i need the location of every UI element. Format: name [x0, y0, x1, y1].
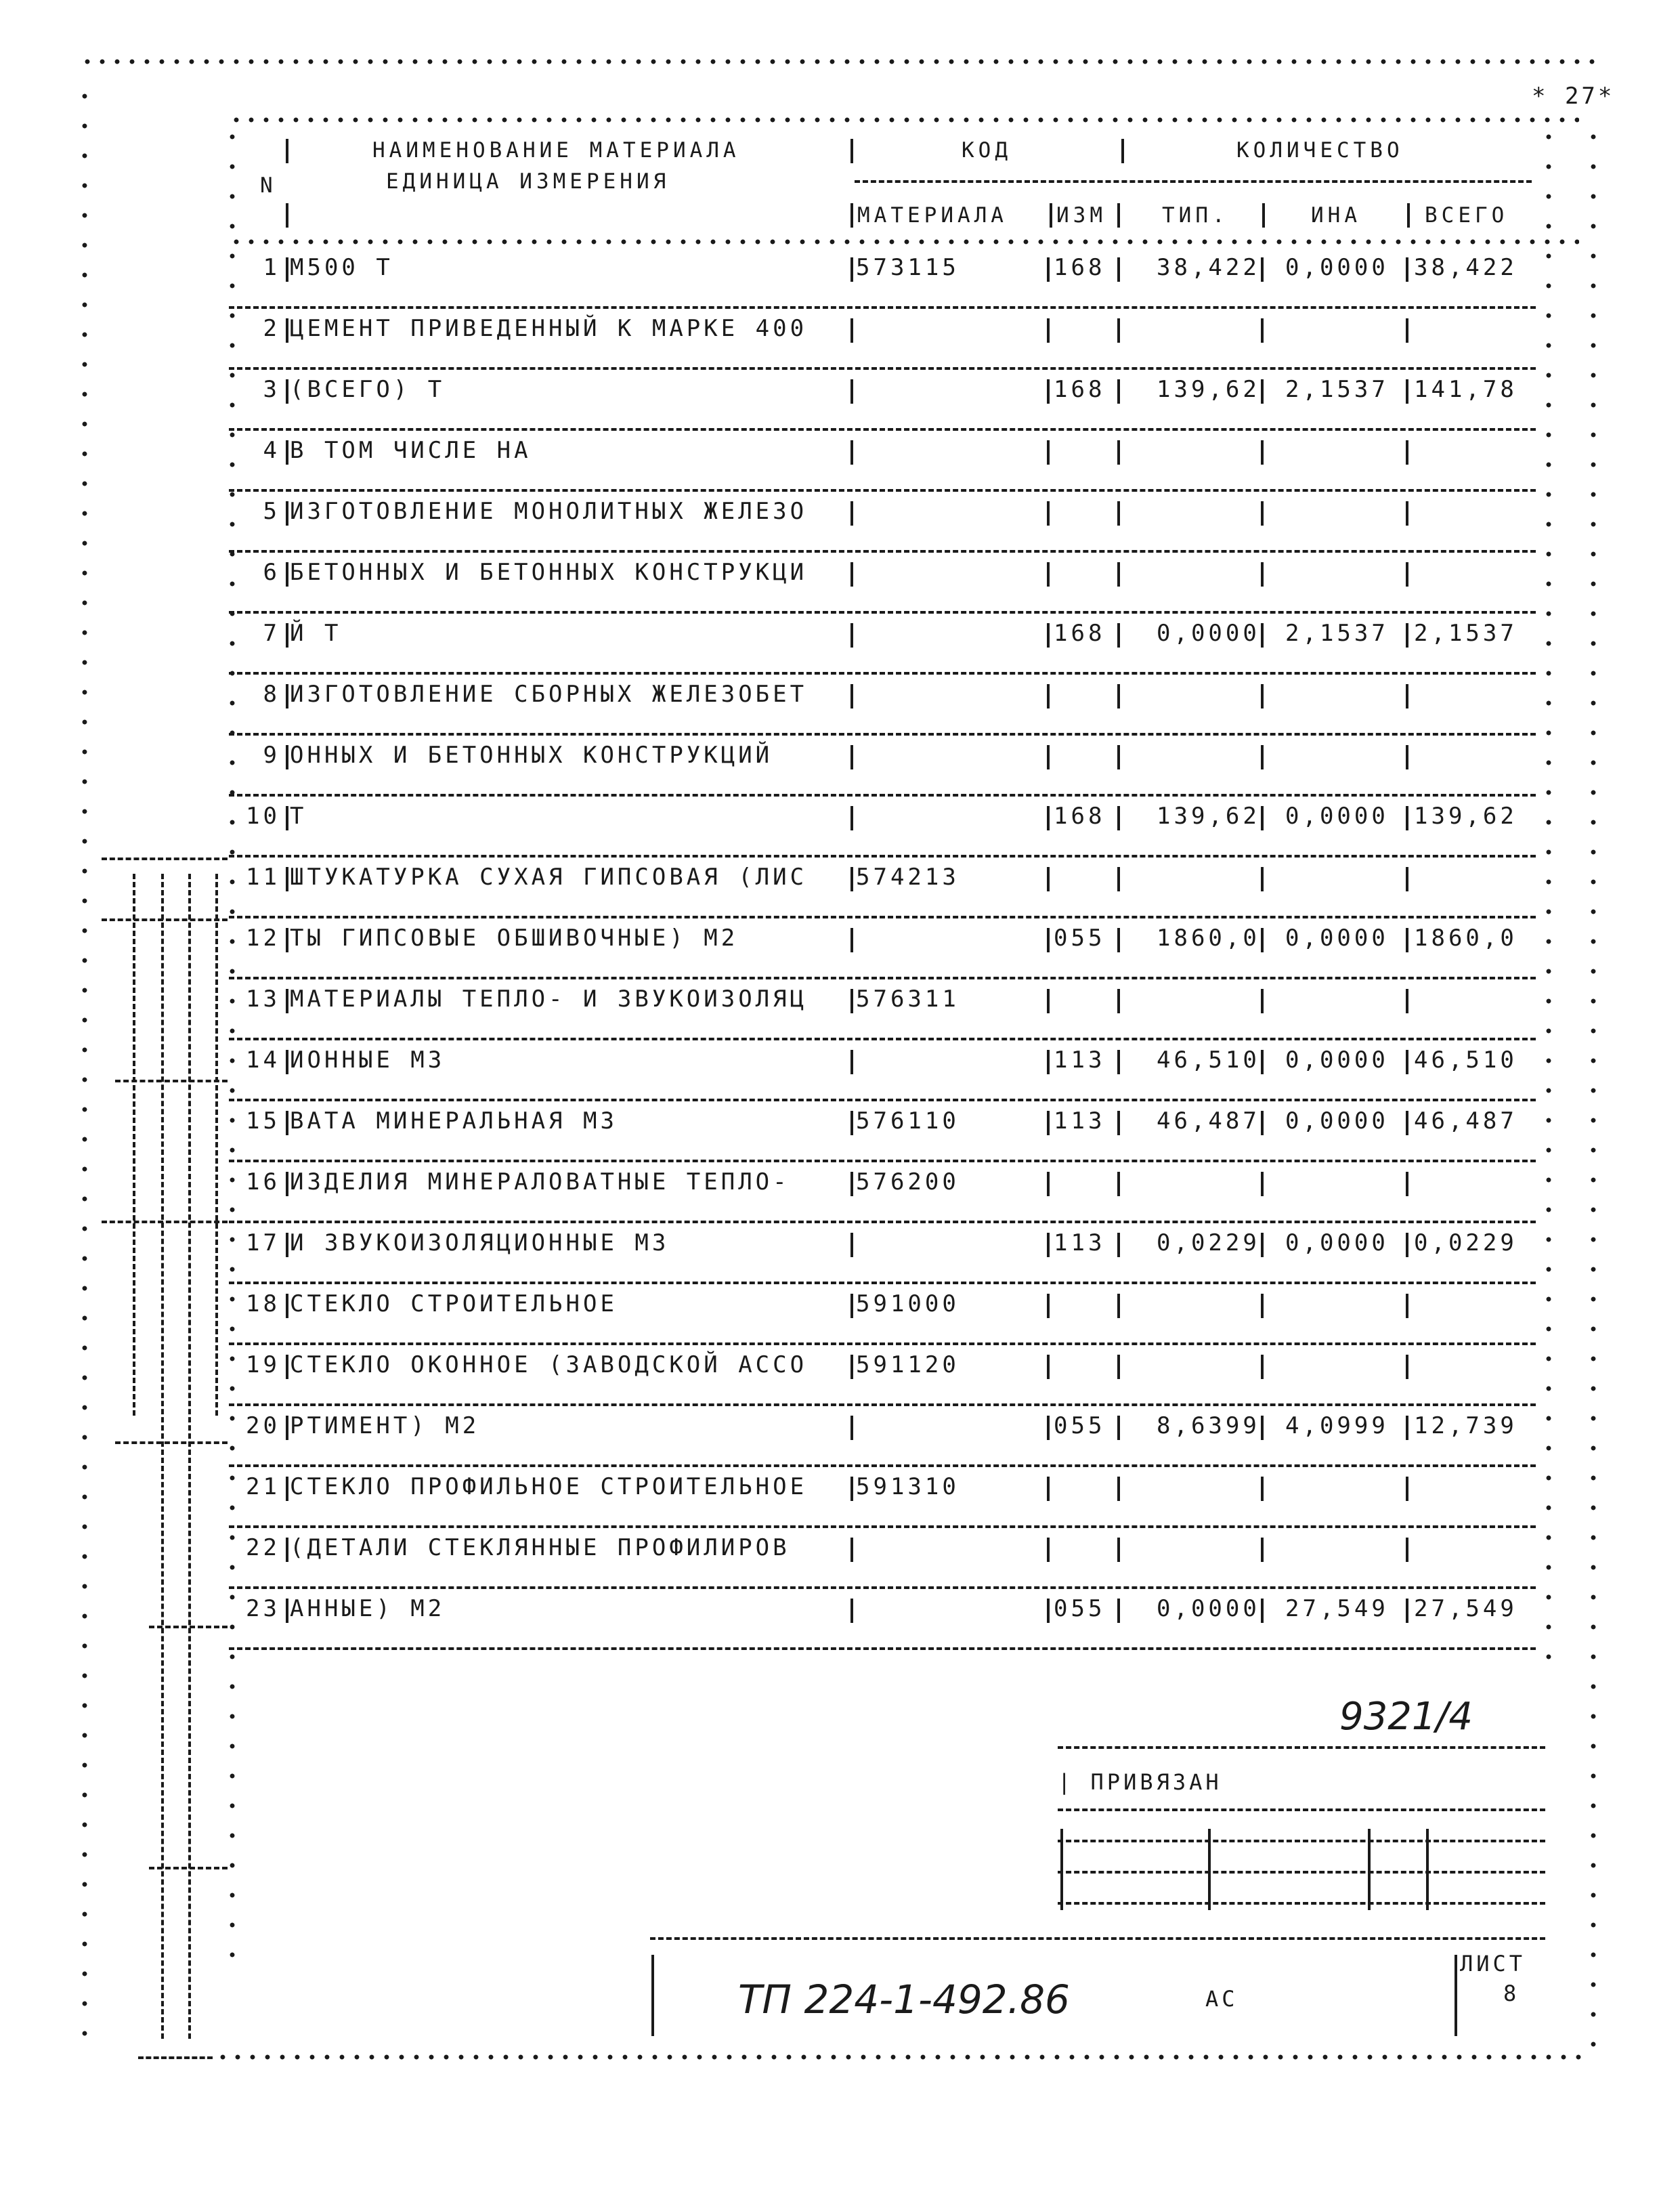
- column-separator: [1406, 745, 1408, 769]
- row-name: АННЫЕ) М2: [290, 1595, 446, 1622]
- column-separator: [850, 379, 853, 404]
- row-qty-ina: 2,1537: [1285, 376, 1389, 403]
- column-separator: [1261, 1050, 1264, 1074]
- column-separator: [1047, 928, 1050, 952]
- column-separator: [286, 1538, 288, 1562]
- tied-label: | ПРИВЯЗАН: [1058, 1769, 1222, 1795]
- column-separator: [1117, 1111, 1120, 1135]
- row-number: 14: [246, 1046, 280, 1074]
- row-code: 574213: [856, 864, 960, 891]
- margin-line-4: [215, 874, 218, 1416]
- column-separator: [1117, 1172, 1120, 1196]
- row-code: 576200: [856, 1168, 960, 1196]
- row-name: МАТЕРИАЛЫ ТЕПЛО- И ЗВУКОИЗОЛЯЦ: [290, 986, 808, 1013]
- column-separator: [1261, 1233, 1264, 1257]
- column-separator: [1047, 1599, 1050, 1623]
- column-separator: [286, 562, 288, 587]
- margin-line-1: [133, 874, 135, 1416]
- column-separator: [1047, 806, 1050, 830]
- column-separator: [1117, 1538, 1120, 1562]
- row-name: ИОННЫЕ М3: [290, 1046, 446, 1074]
- row-unit: 168: [1054, 376, 1106, 403]
- row-qty-tip: 38,422: [1157, 254, 1260, 281]
- column-separator: [1047, 257, 1050, 282]
- header-bottom-border: [229, 238, 1579, 245]
- row-qty-ina: 0,0000: [1285, 803, 1389, 830]
- table-row: [229, 1099, 1536, 1162]
- column-separator: [850, 806, 853, 830]
- row-qty-ina: 4,0999: [1285, 1412, 1389, 1439]
- margin-line-2: [161, 874, 164, 2039]
- row-name: РТИМЕНТ) М2: [290, 1412, 480, 1439]
- row-unit: 168: [1054, 803, 1106, 830]
- table-row: [229, 1160, 1536, 1223]
- margin-dash-1: [102, 858, 228, 860]
- row-number: 9: [263, 742, 280, 769]
- margin-dash-2: [102, 918, 228, 921]
- table-row: [229, 367, 1536, 431]
- table-right-border: [1545, 122, 1552, 1680]
- column-separator: [1117, 684, 1120, 708]
- sheet-number: 8: [1503, 1981, 1520, 2006]
- column-separator: [1117, 1050, 1120, 1074]
- row-code: 591000: [856, 1290, 960, 1317]
- column-separator: [1406, 1355, 1408, 1379]
- row-qty-ina: 0,0000: [1285, 1229, 1389, 1256]
- row-number: 22: [246, 1534, 280, 1561]
- column-separator: [1117, 501, 1120, 526]
- column-separator: [286, 1294, 288, 1318]
- row-qty-ina: 27,549: [1285, 1595, 1389, 1622]
- column-separator: [1261, 1599, 1264, 1623]
- row-name: БЕТОННЫХ И БЕТОННЫХ КОНСТРУКЦИ: [290, 559, 808, 586]
- column-separator: [286, 867, 288, 891]
- table-row: [229, 1038, 1536, 1101]
- row-number: 5: [263, 498, 280, 525]
- column-separator: [286, 1416, 288, 1440]
- header-quantity: КОЛИЧЕСТВО: [1236, 138, 1404, 163]
- column-separator: [1117, 1233, 1120, 1257]
- column-separator: [1117, 1416, 1120, 1440]
- row-qty-total: 0,0229: [1414, 1229, 1517, 1256]
- column-separator: [1406, 684, 1408, 708]
- column-separator: [850, 1416, 853, 1440]
- row-name: ТЫ ГИПСОВЫЕ ОБШИВОЧНЫЕ) М2: [290, 925, 739, 952]
- column-separator: [1406, 562, 1408, 587]
- row-name: В ТОМ ЧИСЛЕ НА: [290, 437, 532, 464]
- header-unit-sub: ИЗМ: [1056, 203, 1106, 228]
- column-separator: [1117, 867, 1120, 891]
- column-separator: [1047, 989, 1050, 1013]
- column-separator: [850, 1233, 853, 1257]
- column-separator: [1047, 867, 1050, 891]
- column-separator: [286, 684, 288, 708]
- column-separator: [1406, 1233, 1408, 1257]
- column-separator: [1047, 745, 1050, 769]
- column-separator: [1117, 989, 1120, 1013]
- column-separator: [1117, 806, 1120, 830]
- row-name: (ДЕТАЛИ СТЕКЛЯННЫЕ ПРОФИЛИРОВ: [290, 1534, 790, 1561]
- row-qty-tip: 0,0000: [1157, 1595, 1260, 1622]
- row-name: ВАТА МИНЕРАЛЬНАЯ М3: [290, 1107, 618, 1135]
- row-qty-total: 139,62: [1414, 803, 1517, 830]
- row-number: 21: [246, 1473, 280, 1500]
- row-number: 16: [246, 1168, 280, 1196]
- column-separator: [1047, 623, 1050, 648]
- column-separator: [1261, 989, 1264, 1013]
- column-separator: [1047, 1233, 1050, 1257]
- column-separator: [1261, 1355, 1264, 1379]
- row-qty-tip: 46,487: [1157, 1107, 1260, 1135]
- table-row: [229, 672, 1536, 736]
- table-row: [229, 1464, 1536, 1528]
- column-separator: [1261, 1477, 1264, 1501]
- column-separator: [1047, 1538, 1050, 1562]
- table-row: [229, 1525, 1536, 1589]
- column-separator: [1261, 1416, 1264, 1440]
- row-qty-ina: 0,0000: [1285, 1046, 1389, 1074]
- column-separator: [1117, 440, 1120, 465]
- column-separator: [1406, 1599, 1408, 1623]
- row-qty-tip: 0,0229: [1157, 1229, 1260, 1256]
- bottom-border-dashes: [138, 2056, 213, 2059]
- table-row: [229, 794, 1536, 858]
- table-row: [229, 855, 1536, 918]
- column-separator: [1261, 1172, 1264, 1196]
- column-separator: [1406, 1477, 1408, 1501]
- column-separator: [1047, 1355, 1050, 1379]
- row-name: СТЕКЛО ПРОФИЛЬНОЕ СТРОИТЕЛЬНОЕ: [290, 1473, 808, 1500]
- header-name-line2: ЕДИНИЦА ИЗМЕРЕНИЯ: [386, 169, 670, 194]
- column-separator: [1047, 684, 1050, 708]
- row-unit: 168: [1054, 620, 1106, 647]
- column-separator: [850, 623, 853, 648]
- column-separator: [1117, 1294, 1120, 1318]
- margin-dash-7: [149, 1867, 228, 1869]
- row-qty-total: 27,549: [1414, 1595, 1517, 1622]
- margin-line-3: [188, 874, 191, 2039]
- column-separator: [1117, 623, 1120, 648]
- project-code: ТП 224-1-492.86: [738, 1976, 1070, 2023]
- column-separator: [1117, 318, 1120, 343]
- column-separator: [850, 562, 853, 587]
- row-number: 7: [263, 620, 280, 647]
- top-border: [80, 58, 1597, 65]
- table-row: [229, 733, 1536, 797]
- row-qty-ina: 0,0000: [1285, 925, 1389, 952]
- column-separator: [1406, 1050, 1408, 1074]
- column-separator: [1261, 623, 1264, 648]
- column-separator: [1047, 1477, 1050, 1501]
- row-number: 17: [246, 1229, 280, 1256]
- column-separator: [850, 1111, 853, 1135]
- column-separator: [1261, 928, 1264, 952]
- row-number: 15: [246, 1107, 280, 1135]
- margin-dash-6: [149, 1626, 228, 1628]
- row-name: (ВСЕГО) Т: [290, 376, 446, 403]
- row-number: 6: [263, 559, 280, 586]
- column-separator: [1047, 1294, 1050, 1318]
- table-row: [229, 1403, 1536, 1467]
- header-code: КОД: [962, 138, 1012, 163]
- column-separator: [286, 379, 288, 404]
- row-unit: 168: [1054, 254, 1106, 281]
- column-separator: [286, 1233, 288, 1257]
- column-separator: [1406, 318, 1408, 343]
- column-separator: [850, 1050, 853, 1074]
- row-name: Т: [290, 803, 307, 830]
- row-code: 573115: [856, 254, 960, 281]
- table-row: [229, 611, 1536, 675]
- row-unit: 055: [1054, 1412, 1106, 1439]
- margin-dash-3: [115, 1080, 228, 1082]
- row-code: 576311: [856, 986, 960, 1013]
- row-number: 23: [246, 1595, 280, 1622]
- column-separator: [1261, 1111, 1264, 1135]
- table-top-border: [229, 117, 1579, 123]
- row-unit: 113: [1054, 1229, 1106, 1256]
- left-border: [81, 81, 88, 2059]
- row-code: 591120: [856, 1351, 960, 1378]
- column-separator: [1261, 379, 1264, 404]
- column-separator: [1117, 1355, 1120, 1379]
- table-row: [229, 1586, 1536, 1650]
- column-separator: [1261, 684, 1264, 708]
- header-qty-total: ВСЕГО: [1425, 203, 1509, 228]
- header-qty-tip: ТИП.: [1162, 203, 1229, 228]
- column-separator: [1117, 379, 1120, 404]
- column-separator: [286, 806, 288, 830]
- row-qty-total: 38,422: [1414, 254, 1517, 281]
- row-number: 18: [246, 1290, 280, 1317]
- column-separator: [1261, 257, 1264, 282]
- column-separator: [1047, 440, 1050, 465]
- row-code: 591310: [856, 1473, 960, 1500]
- row-qty-total: 1860,0: [1414, 925, 1517, 952]
- column-separator: [286, 1050, 288, 1074]
- right-border: [1590, 122, 1597, 2059]
- row-name: ШТУКАТУРКА СУХАЯ ГИПСОВАЯ (ЛИС: [290, 864, 808, 891]
- column-separator: [1406, 1111, 1408, 1135]
- column-separator: [850, 501, 853, 526]
- bottom-border: [215, 2054, 1583, 2060]
- row-number: 4: [263, 437, 280, 464]
- table-row: [229, 1282, 1536, 1345]
- row-qty-tip: 0,0000: [1157, 620, 1260, 647]
- column-separator: [850, 989, 853, 1013]
- column-separator: [286, 745, 288, 769]
- column-separator: [850, 1172, 853, 1196]
- row-number: 2: [263, 315, 280, 342]
- column-separator: [1261, 745, 1264, 769]
- table-row: [229, 977, 1536, 1040]
- section-code: АС: [1205, 1986, 1239, 2012]
- margin-dash-4: [102, 1221, 228, 1223]
- row-number: 1: [263, 254, 280, 281]
- table-row: [229, 245, 1536, 309]
- row-qty-ina: 0,0000: [1285, 1107, 1389, 1135]
- row-name: ИЗГОТОВЛЕНИЕ МОНОЛИТНЫХ ЖЕЛЕЗО: [290, 498, 808, 525]
- header-name-line1: НАИМЕНОВАНИЕ МАТЕРИАЛА: [372, 138, 740, 163]
- inventory-number: 9321/4: [1339, 1695, 1473, 1739]
- column-separator: [1406, 379, 1408, 404]
- column-separator: [286, 501, 288, 526]
- column-separator: [1047, 379, 1050, 404]
- row-name: ОННЫХ И БЕТОННЫХ КОНСТРУКЦИЙ: [290, 742, 773, 769]
- column-separator: [1047, 1172, 1050, 1196]
- column-separator: [286, 623, 288, 648]
- row-qty-ina: 0,0000: [1285, 254, 1389, 281]
- column-separator: [1047, 501, 1050, 526]
- column-separator: [850, 1538, 853, 1562]
- column-separator: [286, 1172, 288, 1196]
- column-separator: [850, 867, 853, 891]
- row-qty-total: 46,487: [1414, 1107, 1517, 1135]
- column-separator: [1406, 440, 1408, 465]
- row-number: 19: [246, 1351, 280, 1378]
- header-code-sub: МАТЕРИАЛА: [857, 203, 1008, 228]
- column-separator: [1117, 745, 1120, 769]
- row-name: СТЕКЛО СТРОИТЕЛЬНОЕ: [290, 1290, 618, 1317]
- sheet-label: ЛИСТ: [1460, 1951, 1526, 1976]
- column-separator: [1047, 1111, 1050, 1135]
- column-separator: [850, 318, 853, 343]
- column-separator: [1406, 989, 1408, 1013]
- row-qty-tip: 139,62: [1157, 803, 1260, 830]
- row-number: 3: [263, 376, 280, 403]
- header-num: N: [260, 173, 277, 198]
- row-name: ЦЕМЕНТ ПРИВЕДЕННЫЙ К МАРКЕ 400: [290, 315, 808, 342]
- row-unit: 055: [1054, 925, 1106, 952]
- table-row: [229, 1342, 1536, 1406]
- column-separator: [850, 745, 853, 769]
- column-separator: [286, 989, 288, 1013]
- column-separator: [1117, 1477, 1120, 1501]
- column-separator: [1117, 257, 1120, 282]
- column-separator: [286, 1111, 288, 1135]
- row-qty-total: 46,510: [1414, 1046, 1517, 1074]
- column-separator: [1261, 806, 1264, 830]
- column-separator: [1117, 562, 1120, 587]
- column-separator: [1406, 1294, 1408, 1318]
- table-row: [229, 306, 1536, 370]
- column-separator: [1406, 928, 1408, 952]
- row-qty-tip: 1860,0: [1157, 925, 1260, 952]
- column-separator: [1261, 501, 1264, 526]
- row-number: 8: [263, 681, 280, 708]
- row-number: 13: [246, 986, 280, 1013]
- table-row: [229, 428, 1536, 492]
- column-separator: [286, 1599, 288, 1623]
- row-unit: 055: [1054, 1595, 1106, 1622]
- column-separator: [1261, 1294, 1264, 1318]
- row-name: ИЗДЕЛИЯ МИНЕРАЛОВАТНЫЕ ТЕПЛО-: [290, 1168, 790, 1196]
- row-unit: 113: [1054, 1107, 1106, 1135]
- column-separator: [850, 1477, 853, 1501]
- header-qty-ina: ИНА: [1311, 203, 1361, 228]
- column-separator: [1261, 440, 1264, 465]
- row-name: СТЕКЛО ОКОННОЕ (ЗАВОДСКОЙ АССО: [290, 1351, 808, 1378]
- column-separator: [1047, 1416, 1050, 1440]
- row-qty-tip: 8,6399: [1157, 1412, 1260, 1439]
- column-separator: [1047, 562, 1050, 587]
- row-number: 12: [246, 925, 280, 952]
- column-separator: [850, 1599, 853, 1623]
- column-separator: [1406, 257, 1408, 282]
- column-separator: [1047, 318, 1050, 343]
- column-separator: [1406, 1538, 1408, 1562]
- column-separator: [850, 1355, 853, 1379]
- row-qty-total: 141,78: [1414, 376, 1517, 403]
- row-name: И ЗВУКОИЗОЛЯЦИОННЫЕ М3: [290, 1229, 670, 1256]
- page-number: * 27*: [1532, 83, 1615, 110]
- column-separator: [1117, 1599, 1120, 1623]
- row-name: ИЗГОТОВЛЕНИЕ СБОРНЫХ ЖЕЛЕЗОБЕТ: [290, 681, 808, 708]
- row-qty-total: 12,739: [1414, 1412, 1517, 1439]
- column-separator: [1261, 562, 1264, 587]
- column-separator: [1406, 623, 1408, 648]
- column-separator: [1406, 867, 1408, 891]
- column-separator: [850, 1294, 853, 1318]
- margin-dash-5: [115, 1441, 228, 1444]
- row-qty-tip: 139,62: [1157, 376, 1260, 403]
- column-separator: [1261, 867, 1264, 891]
- column-separator: [1406, 806, 1408, 830]
- column-separator: [1047, 1050, 1050, 1074]
- column-separator: [1261, 1538, 1264, 1562]
- column-separator: [286, 1355, 288, 1379]
- column-separator: [1406, 501, 1408, 526]
- row-code: 576110: [856, 1107, 960, 1135]
- row-unit: 113: [1054, 1046, 1106, 1074]
- column-separator: [286, 318, 288, 343]
- row-number: 20: [246, 1412, 280, 1439]
- table-row: [229, 550, 1536, 614]
- row-name: Й Т: [290, 620, 342, 647]
- row-qty-tip: 46,510: [1157, 1046, 1260, 1074]
- column-separator: [1117, 928, 1120, 952]
- column-separator: [286, 440, 288, 465]
- column-separator: [286, 928, 288, 952]
- column-separator: [286, 257, 288, 282]
- table-row: [229, 489, 1536, 553]
- column-separator: [850, 928, 853, 952]
- row-number: 11: [246, 864, 280, 891]
- column-separator: [850, 684, 853, 708]
- column-separator: [850, 257, 853, 282]
- column-separator: [850, 440, 853, 465]
- table-row: [229, 1221, 1536, 1284]
- row-qty-total: 2,1537: [1414, 620, 1517, 647]
- column-separator: [1406, 1172, 1408, 1196]
- column-separator: [1406, 1416, 1408, 1440]
- row-number: 10: [246, 803, 280, 830]
- column-separator: [1261, 318, 1264, 343]
- column-separator: [286, 1477, 288, 1501]
- row-qty-ina: 2,1537: [1285, 620, 1389, 647]
- table-row: [229, 916, 1536, 979]
- row-name: М500 Т: [290, 254, 393, 281]
